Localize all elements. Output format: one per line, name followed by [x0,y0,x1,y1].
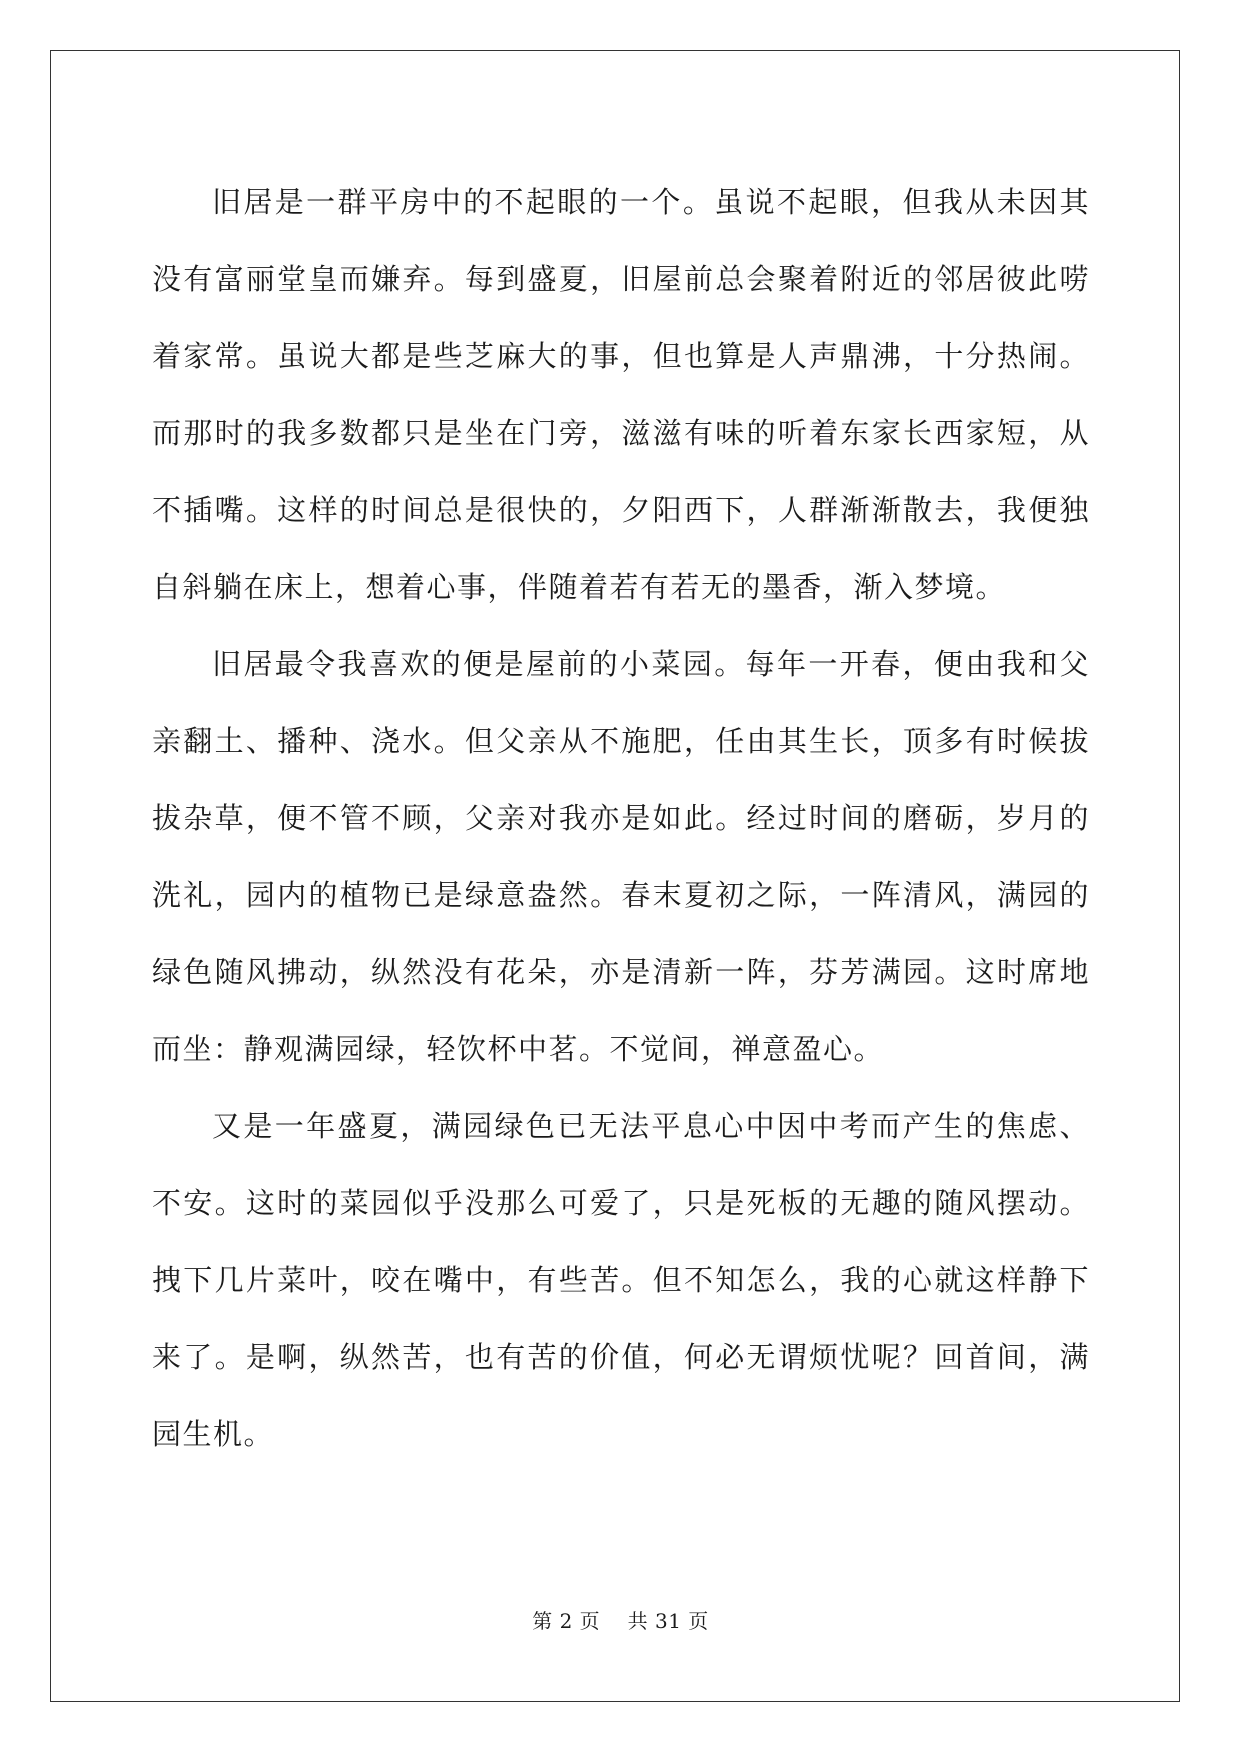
paragraph-3: 又是一年盛夏，满园绿色已无法平息心中因中考而产生的焦虑、不安。这时的菜园似乎没那么可爱了，只是死板的无趣的随风摆动。拽下几片菜叶，咬在嘴中，有些苦。但不知怎么，我的心就这样静下来了。是啊，纵然苦，也有苦的价值，何必无谓烦忧呢？回首间，满园生机。 [152,1109,1090,1451]
document-body [152,164,1090,1473]
page-footer [0,1609,1241,1633]
page-total: 共 31 页 [627,1609,709,1633]
page-number: 第 2 页 [532,1609,601,1633]
footer-gap [600,1609,627,1633]
paragraph-1: 旧居是一群平房中的不起眼的一个。虽说不起眼，但我从未因其没有富丽堂皇而嫌弃。每到盛夏，旧屋前总会聚着附近的邻居彼此唠着家常。虽说大都是些芝麻大的事，但也算是人声鼎沸，十分热闹。而那时的我多数都只是坐在门旁，滋滋有味的听着东家长西家短，从不插嘴。这样的时间总是很快的，夕阳西下，人群渐渐散去，我便独自斜躺在床上，想着心事，伴随着若有若无的墨香，渐入梦境。 [152,185,1090,604]
paragraph-2: 旧居最令我喜欢的便是屋前的小菜园。每年一开春，便由我和父亲翻土、播种、浇水。但父亲从不施肥，任由其生长，顶多有时候拔拔杂草，便不管不顾，父亲对我亦是如此。经过时间的磨砺，岁月的洗礼，园内的植物已是绿意盎然。春末夏初之际，一阵清风，满园的绿色随风拂动，纵然没有花朵，亦是清新一阵，芬芳满园。这时席地而坐：静观满园绿，轻饮杯中茗。不觉间，禅意盈心。 [152,647,1090,1066]
